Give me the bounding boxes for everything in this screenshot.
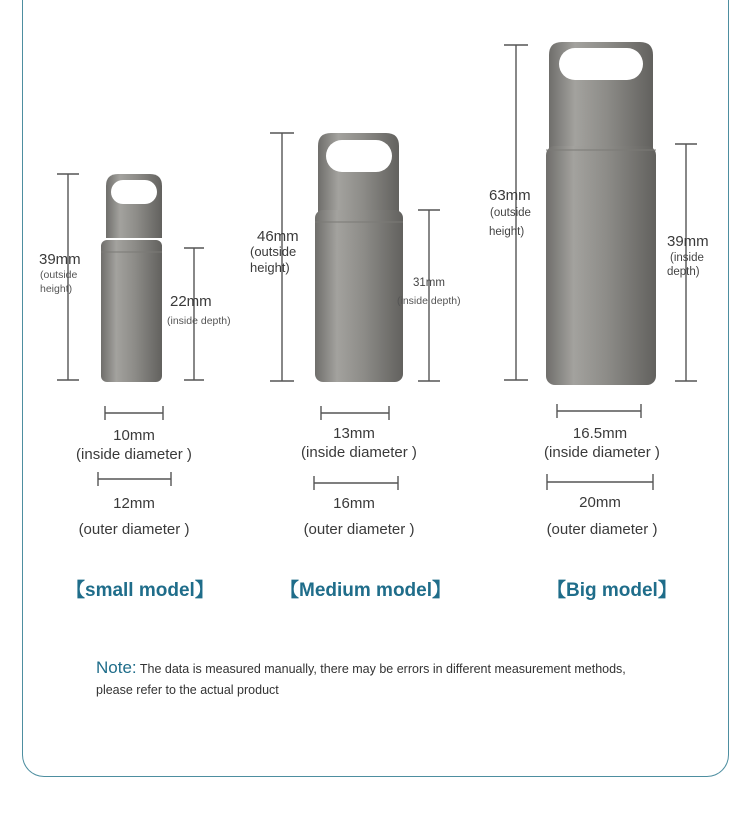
medium-outside-height-label-2: height) (250, 260, 290, 275)
medium-model-title: 【Medium model】 (280, 580, 452, 601)
small-outside-height-label-2: height) (40, 283, 73, 295)
measurement-note (96, 656, 656, 699)
big-inside-diameter-label: (inside diameter ) (544, 444, 660, 461)
medium-outer-diameter-value: 16mm (333, 495, 375, 512)
medium-inside-depth-value: 31mm (413, 277, 445, 289)
big-outer-diameter-value: 20mm (579, 494, 621, 511)
medium-inside-diameter-value: 13mm (333, 425, 375, 442)
small-outer-diameter-value: 12mm (113, 495, 155, 512)
note-title: Note: (96, 658, 137, 677)
small-model-title: 【small model】 (66, 580, 214, 601)
medium-outside-height-value: 46mm (257, 228, 299, 245)
big-outer-diameter-label: (outer diameter ) (546, 521, 658, 538)
medium-capsule-image (315, 133, 403, 382)
small-outside-height-label-1: (outside (40, 269, 78, 281)
big-inside-diameter-value: 16.5mm (572, 425, 628, 442)
big-inside-depth-value: 39mm (667, 233, 709, 250)
small-inside-depth-label: (inside depth) (167, 315, 231, 327)
small-capsule-image (101, 174, 162, 382)
small-inside-depth-value: 22mm (170, 293, 212, 310)
small-inside-diameter-label: (inside diameter ) (76, 446, 192, 463)
medium-inside-depth-label: (inside depth) (397, 295, 461, 307)
big-outside-height-label-1: (outside (490, 207, 531, 219)
medium-outside-height-label-1: (outside (250, 244, 297, 259)
big-inside-depth-label-1: (inside (670, 252, 704, 264)
big-outside-height-value: 63mm (489, 187, 531, 204)
big-inside-depth-label-2: depth) (667, 266, 700, 278)
small-outside-height-value: 39mm (39, 251, 81, 268)
big-outside-height-label-2: height) (489, 226, 525, 238)
medium-inside-diameter-label: (inside diameter ) (301, 444, 417, 461)
big-model-title: 【Big model】 (547, 580, 677, 601)
medium-outer-diameter-label: (outer diameter ) (303, 521, 415, 538)
small-outer-diameter-label: (outer diameter ) (78, 521, 190, 538)
big-capsule-image (546, 42, 656, 385)
small-inside-diameter-value: 10mm (113, 427, 155, 444)
note-text: The data is measured manually, there may be errors in different measurement methods, please refer to the actual product (96, 662, 626, 697)
